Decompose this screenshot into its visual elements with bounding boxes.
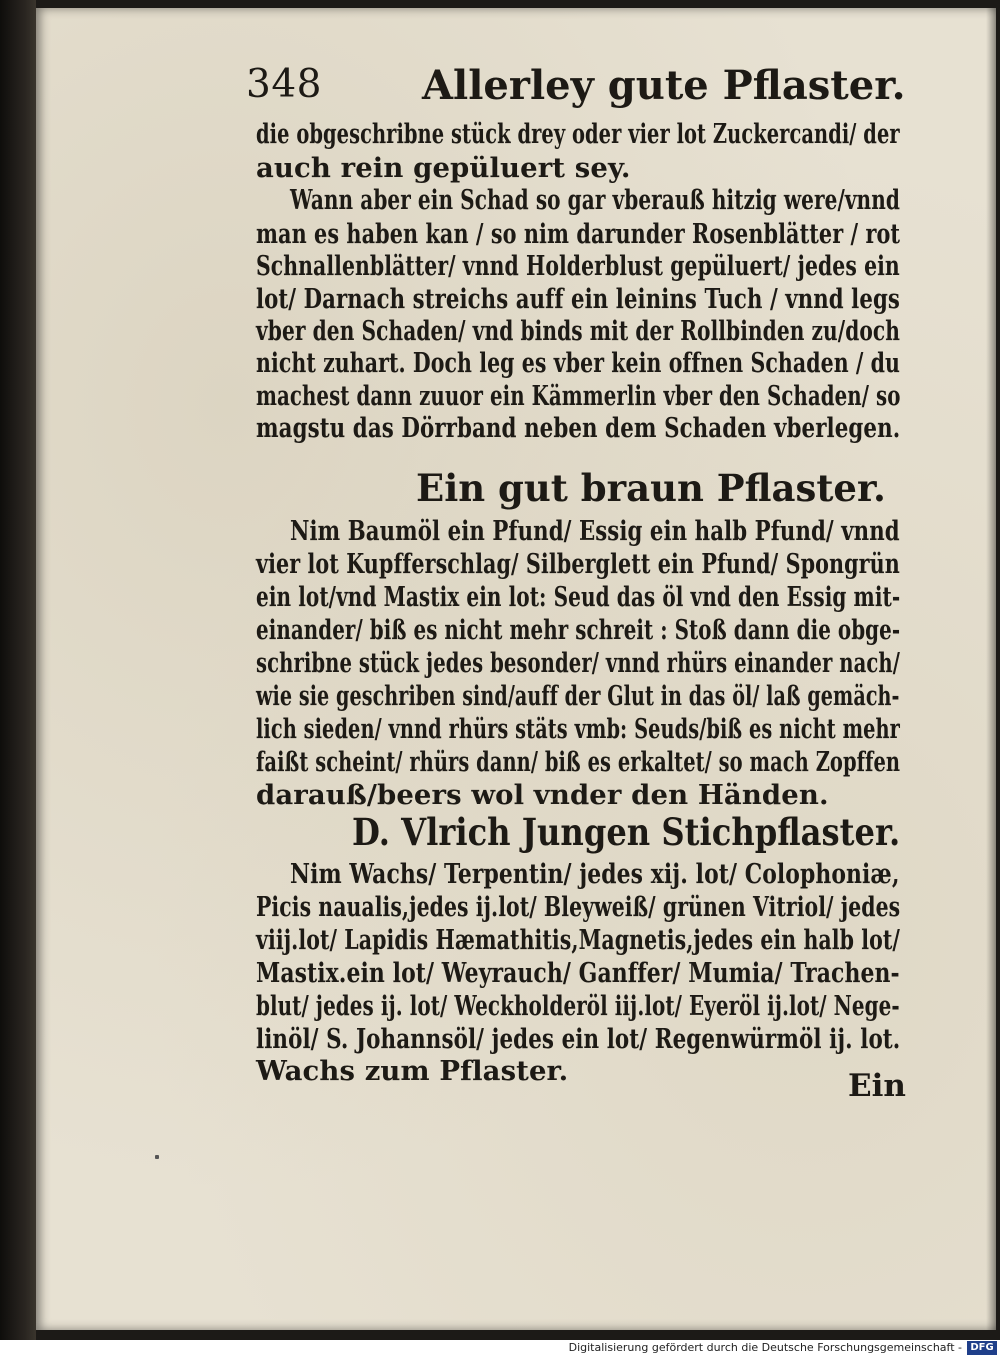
body-line: Picis naualis,jedes ij.lot/ Bleyweiß/ grünen Vitriol/ jedes [256, 891, 901, 923]
body-line: Mastix.ein lot/ Weyrauch/ Ganffer/ Mumia/ Trachen- [256, 957, 900, 989]
body-line: lot/ Darnach streichs auff ein leinins Tuch / vnnd legs [256, 283, 900, 315]
body-line: magstu das Dörrband neben dem Schaden vberlegen. [256, 412, 901, 444]
body-line: vber den Schaden/ vnd binds mit der Rollbinden zu/doch [256, 315, 900, 347]
body-line: Wachs zum Pflaster. [256, 1055, 569, 1087]
body-line: einander/ biß es nicht mehr schreit : Stoß dann die obge- [256, 614, 901, 646]
body-line: faißt scheint/ rhürs dann/ biß es erkaltet/ so mach Zopffen [256, 746, 901, 778]
body-line: machest dann zuuor ein Kämmerlin vber den Schaden/ so [256, 380, 901, 412]
body-line: auch rein gepüluert sey. [256, 152, 631, 184]
body-line: nicht zuhart. Doch leg es vber kein offnen Schaden / du [256, 347, 901, 379]
body-line: darauß/beers wol vnder den Händen. [256, 779, 829, 811]
body-line: blut/ jedes ij. lot/ Weckholderöl iij.lot/ Eyeröl ij.lot/ Nege- [256, 990, 900, 1022]
body-line: Nim Baumöl ein Pfund/ Essig ein halb Pfund/ vnnd [290, 515, 900, 547]
body-line: schribne stück jedes besonder/ vnnd rhürs einander nach/ [256, 647, 900, 679]
dfg-logo-icon[interactable]: DFG [967, 1341, 997, 1355]
body-line: wie sie geschriben sind/auff der Glut in das öl/ laß gemäch- [256, 680, 900, 712]
funding-credit: Digitalisierung gefördert durch die Deutsche Forschungsgemeinschaft - [568, 1341, 962, 1354]
body-line: lich sieden/ vnnd rhürs stäts vmb: Seuds/biß es nicht mehr [256, 713, 900, 745]
body-line: vier lot Kupfferschlag/ Silberglett ein Pfund/ Spongrün [256, 548, 900, 580]
body-line: man es haben kan / so nim darunder Rosenblätter / rot [256, 218, 901, 250]
page-shadow [986, 8, 996, 1330]
body-line: Schnallenblätter/ vnnd Holderblust gepüluert/ jedes ein [256, 250, 900, 282]
body-line: ein lot/vnd Mastix ein lot: Seud das öl vnd den Essig mit- [256, 581, 901, 613]
body-line: die obgeschribne stück drey oder vier lot Zuckercandi/ der [256, 118, 900, 150]
body-line: viij.lot/ Lapidis Hæmathitis,Magnetis,jedes ein halb lot/ [256, 924, 900, 956]
body-line: Wann aber ein Schad so gar vberauß hitzig were/vnnd [290, 184, 900, 216]
section-heading: Ein gut braun Pflaster. [416, 466, 886, 510]
section-heading: D. Vlrich Jungen Stichpflaster. [352, 810, 901, 854]
book-edge [0, 0, 36, 1340]
body-line: linöl/ S. Johannsöl/ jedes ein lot/ Regenwürmöl ij. lot. [256, 1023, 901, 1055]
body-line: Nim Wachs/ Terpentin/ jedes xij. lot/ Colophoniæ, [290, 858, 900, 890]
catchword: Ein [848, 1068, 906, 1104]
paper-speck [155, 1155, 159, 1159]
page-number: 348 [246, 62, 322, 107]
running-title: Allerley gute Pflaster. [422, 62, 906, 109]
page-header [246, 62, 946, 122]
